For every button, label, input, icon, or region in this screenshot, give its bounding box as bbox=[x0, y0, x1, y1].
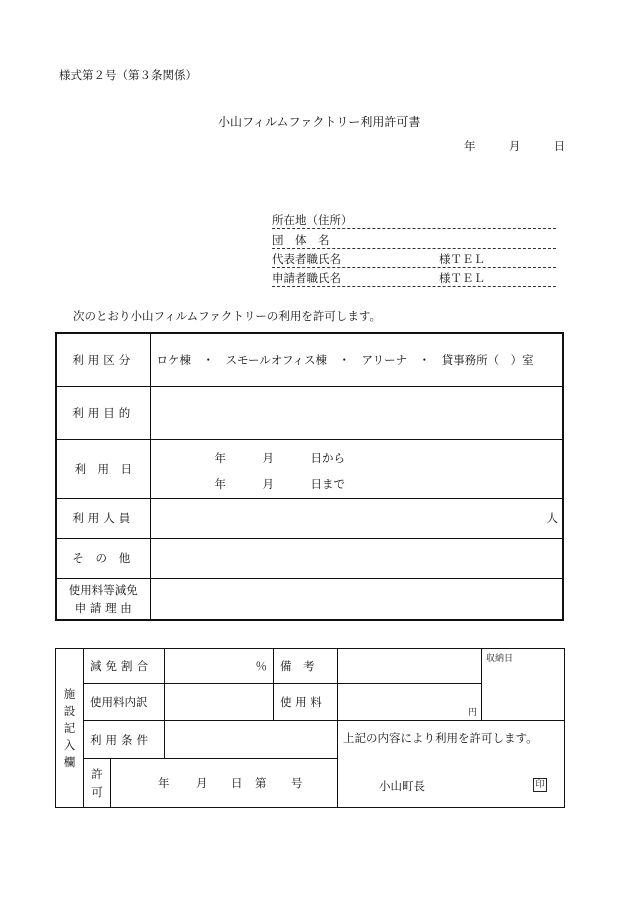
percent-sign: ％ bbox=[255, 659, 268, 673]
date-to-year: 年 bbox=[214, 476, 226, 491]
permission-text: 上記の内容により利用を許可します。 bbox=[343, 731, 538, 745]
date-from-suffix: 日から bbox=[310, 450, 345, 465]
remarks-field[interactable] bbox=[338, 649, 482, 684]
remarks-label: 備 考 bbox=[274, 649, 338, 684]
issue-date bbox=[464, 138, 565, 154]
intro-text: 次のとおり小山フィルムファクトリーの利用を許可します。 bbox=[73, 309, 381, 323]
fee-detail-field[interactable] bbox=[165, 684, 274, 721]
representative-label: 代表者職氏名 bbox=[272, 252, 341, 266]
fee-detail-label: 使用料内訳 bbox=[84, 684, 165, 721]
usage-table bbox=[55, 332, 564, 621]
exemption-field[interactable] bbox=[150, 578, 563, 620]
applicant-line bbox=[272, 270, 556, 287]
reduction-label: 減免割合 bbox=[84, 649, 165, 684]
permit-year: 年 bbox=[158, 776, 170, 790]
permit-month: 月 bbox=[196, 776, 208, 790]
document-title: 小山フィルムファクトリー利用許可書 bbox=[218, 115, 421, 129]
representative-tel-label: 様ＴＥＬ bbox=[439, 252, 485, 266]
usage-category-label: 利用区分 bbox=[56, 333, 150, 386]
form-number: 様式第２号（第３条関係） bbox=[59, 68, 197, 82]
receipt-date-field[interactable] bbox=[482, 649, 565, 721]
representative-line bbox=[272, 251, 556, 268]
date-from-year: 年 bbox=[214, 450, 226, 465]
organization-line bbox=[272, 232, 556, 249]
date-from-month: 月 bbox=[262, 450, 274, 465]
issue-date-day: 日 bbox=[553, 139, 566, 153]
issue-date-month: 月 bbox=[508, 139, 521, 153]
permit-no-suffix: 号 bbox=[291, 776, 303, 790]
fee-label: 使 用 料 bbox=[274, 684, 338, 721]
facility-side-char: 施 bbox=[63, 686, 76, 701]
facility-side-char: 設 bbox=[63, 703, 76, 718]
issue-date-year: 年 bbox=[464, 139, 476, 153]
people-label: 利用人員 bbox=[56, 498, 150, 538]
facility-side-char: 欄 bbox=[63, 754, 76, 769]
facility-side-char: 入 bbox=[63, 737, 76, 752]
reduction-field[interactable] bbox=[165, 649, 274, 684]
permit-day: 日 bbox=[231, 776, 243, 790]
permission-box bbox=[338, 721, 565, 808]
permit-char: 可 bbox=[91, 785, 103, 799]
people-unit: 人 bbox=[546, 511, 558, 525]
organization-label: 団 体 名 bbox=[272, 233, 330, 247]
applicant-tel-label: 様ＴＥＬ bbox=[439, 271, 485, 285]
applicant-label: 申請者職氏名 bbox=[272, 271, 341, 285]
receipt-date-label: 収納日 bbox=[486, 654, 514, 664]
seal-icon: 印 bbox=[533, 778, 547, 792]
usage-date-label: 利 用 日 bbox=[56, 439, 150, 498]
other-label: そ の 他 bbox=[56, 538, 150, 578]
permit-label bbox=[84, 759, 111, 808]
fee-field[interactable] bbox=[338, 684, 482, 721]
usage-category-options[interactable]: ロケ棟 ・ スモールオフィス棟 ・ アリーナ ・ 貸事務所（ ）室 bbox=[150, 333, 563, 386]
date-to-month: 月 bbox=[262, 476, 274, 491]
people-field[interactable] bbox=[150, 498, 563, 538]
other-field[interactable] bbox=[150, 538, 563, 578]
conditions-label: 利用条件 bbox=[84, 721, 165, 759]
exemption-label-line2: 申 請 理 由 bbox=[74, 600, 132, 615]
address-line bbox=[272, 212, 556, 229]
conditions-field[interactable] bbox=[165, 721, 338, 759]
permit-char: 許 bbox=[91, 767, 103, 781]
permit-no-prefix: 第 bbox=[255, 776, 267, 790]
purpose-label: 利用目的 bbox=[56, 386, 150, 439]
mayor-title: 小山町長 bbox=[379, 779, 426, 793]
facility-table bbox=[55, 648, 565, 808]
exemption-label-line1: 使用料等減免 bbox=[68, 582, 138, 597]
purpose-field[interactable] bbox=[150, 386, 563, 439]
exemption-label bbox=[56, 578, 150, 620]
date-to-suffix: 日まで bbox=[310, 476, 345, 491]
facility-side-label bbox=[56, 649, 84, 808]
address-label: 所在地（住所） bbox=[272, 213, 353, 227]
permit-date-field[interactable] bbox=[111, 759, 338, 808]
facility-side-char: 記 bbox=[63, 720, 76, 735]
yen-unit: 円 bbox=[468, 708, 478, 718]
usage-date-field[interactable] bbox=[150, 439, 563, 498]
